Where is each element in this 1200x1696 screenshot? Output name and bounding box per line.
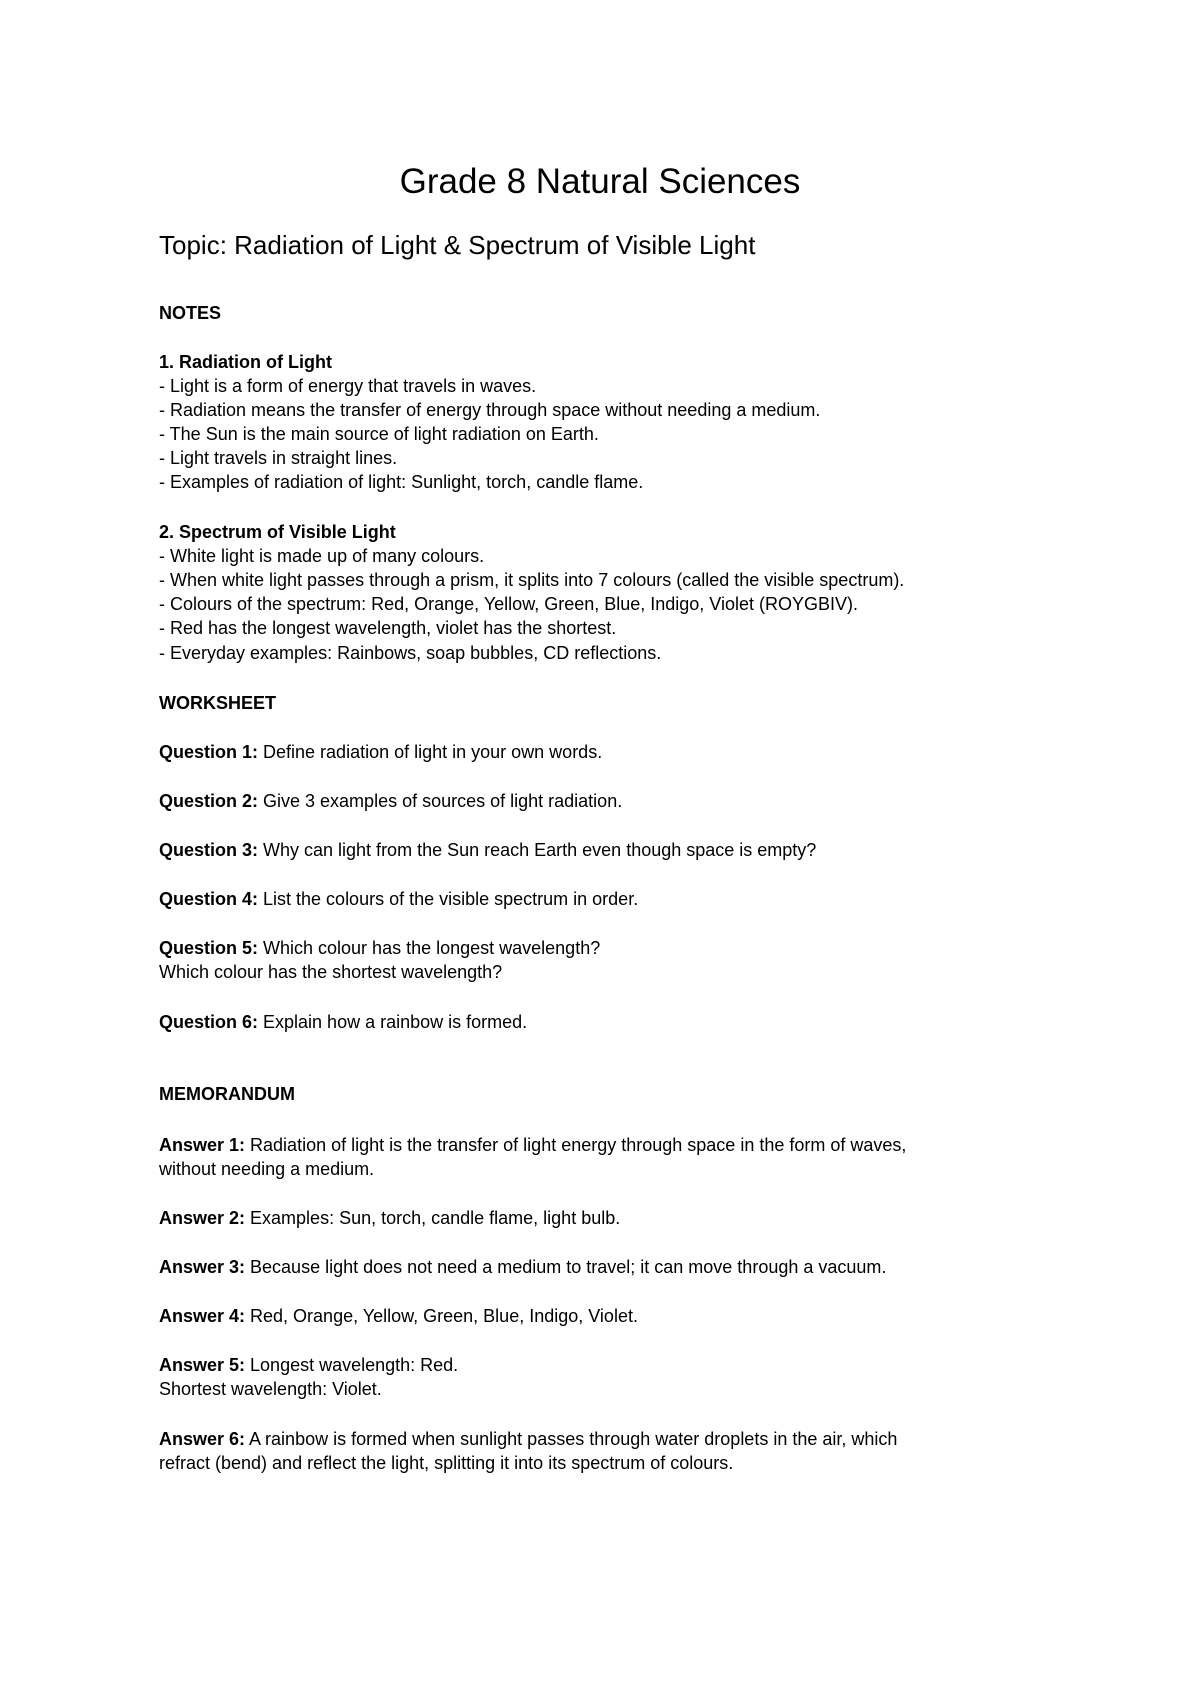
document-topic: Topic: Radiation of Light & Spectrum of Visible Light xyxy=(159,230,756,260)
question-label: Question 5: xyxy=(159,938,259,958)
notes-section1-point: - The Sun is the main source of light radiation on Earth. xyxy=(159,424,599,444)
answer-label: Answer 4: xyxy=(159,1306,246,1326)
question-text: Which colour has the longest wavelength? xyxy=(258,938,601,958)
question-label: Question 6: xyxy=(159,1012,259,1032)
notes-section1-point: - Light travels in straight lines. xyxy=(159,448,398,468)
notes-label: NOTES xyxy=(159,303,222,323)
worksheet-label: WORKSHEET xyxy=(159,693,276,713)
question-text: Explain how a rainbow is formed. xyxy=(258,1012,528,1032)
notes-section1-point: - Examples of radiation of light: Sunlight, torch, candle flame. xyxy=(159,472,644,492)
question-4 xyxy=(159,887,638,911)
question-5-line-2: Which colour has the shortest wavelength? xyxy=(159,962,503,982)
question-1 xyxy=(159,740,602,764)
question-text: Give 3 examples of sources of light radiation. xyxy=(258,791,623,811)
notes-section2-point: - White light is made up of many colours. xyxy=(159,546,485,566)
answer-label: Answer 2: xyxy=(159,1208,246,1228)
notes-section1-heading: 1. Radiation of Light xyxy=(159,352,332,372)
answer-2 xyxy=(159,1206,620,1230)
answer-6 xyxy=(159,1427,897,1451)
answer-4 xyxy=(159,1304,638,1328)
question-label: Question 2: xyxy=(159,791,259,811)
answer-label: Answer 5: xyxy=(159,1355,246,1375)
question-label: Question 1: xyxy=(159,742,259,762)
answer-text: Longest wavelength: Red. xyxy=(245,1355,459,1375)
answer-text: Radiation of light is the transfer of light energy through space in the form of waves, xyxy=(245,1135,907,1155)
document-title: Grade 8 Natural Sciences xyxy=(399,162,801,201)
notes-section2-point: - Colours of the spectrum: Red, Orange, Yellow, Green, Blue, Indigo, Violet (ROYGBIV). xyxy=(159,594,859,614)
answer-text: Because light does not need a medium to travel; it can move through a vacuum. xyxy=(245,1257,887,1277)
answer-5 xyxy=(159,1353,458,1377)
answer-1 xyxy=(159,1133,906,1157)
answer-label: Answer 3: xyxy=(159,1257,246,1277)
answer-text: Red, Orange, Yellow, Green, Blue, Indigo, Violet. xyxy=(245,1306,638,1326)
question-5 xyxy=(159,936,600,960)
question-label: Question 4: xyxy=(159,889,259,909)
notes-section2-heading: 2. Spectrum of Visible Light xyxy=(159,522,396,542)
question-text: Why can light from the Sun reach Earth even though space is empty? xyxy=(258,840,817,860)
notes-section2-point: - Red has the longest wavelength, violet has the shortest. xyxy=(159,618,617,638)
question-3 xyxy=(159,838,816,862)
memorandum-label: MEMORANDUM xyxy=(159,1084,295,1104)
answer-label: Answer 1: xyxy=(159,1135,246,1155)
answer-text: Examples: Sun, torch, candle flame, light bulb. xyxy=(245,1208,621,1228)
answer-5-line-2: Shortest wavelength: Violet. xyxy=(159,1379,382,1399)
answer-label: Answer 6: xyxy=(159,1429,246,1449)
notes-section2-point: - When white light passes through a prism, it splits into 7 colours (called the visible spectrum). xyxy=(159,570,905,590)
notes-section1-point: - Radiation means the transfer of energy through space without needing a medium. xyxy=(159,400,821,420)
question-6 xyxy=(159,1010,527,1034)
notes-section1-point: - Light is a form of energy that travels in waves. xyxy=(159,376,537,396)
answer-3 xyxy=(159,1255,886,1279)
question-label: Question 3: xyxy=(159,840,259,860)
answer-1-line-2: without needing a medium. xyxy=(159,1159,375,1179)
question-text: List the colours of the visible spectrum in order. xyxy=(258,889,639,909)
answer-6-line-2: refract (bend) and reflect the light, splitting it into its spectrum of colours. xyxy=(159,1453,734,1473)
question-text: Define radiation of light in your own words. xyxy=(258,742,603,762)
notes-section2-point: - Everyday examples: Rainbows, soap bubbles, CD reflections. xyxy=(159,643,662,663)
question-2 xyxy=(159,789,622,813)
answer-text: A rainbow is formed when sunlight passes through water droplets in the air, which xyxy=(245,1429,898,1449)
